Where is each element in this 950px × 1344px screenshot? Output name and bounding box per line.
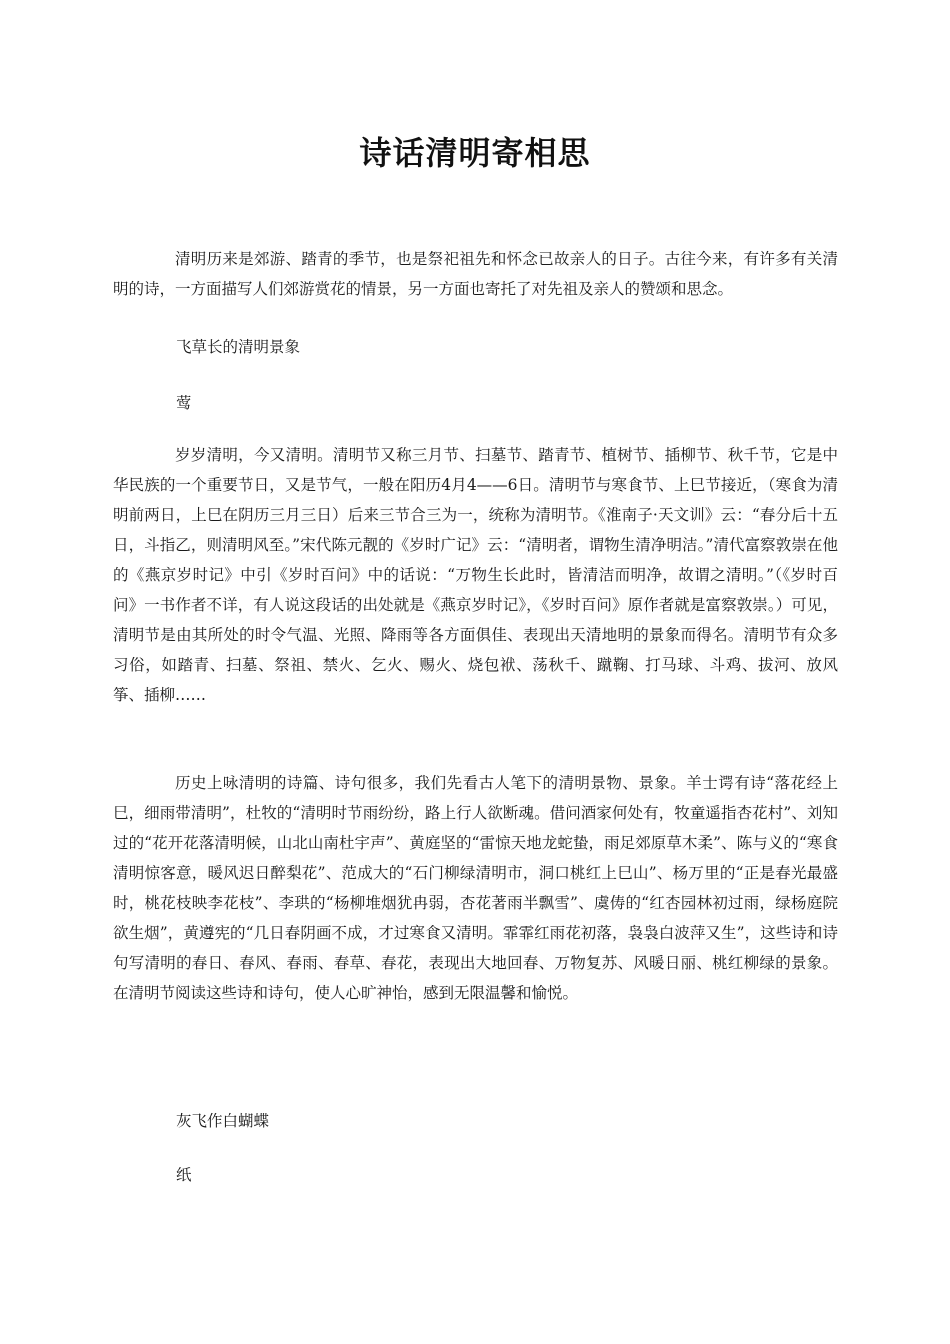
section-heading-scenery: 飞草长的清明景象 xyxy=(176,338,301,356)
page-title: 诗话清明寄相思 xyxy=(359,134,591,172)
section-heading-butterfly: 灰飞作白蝴蝶 xyxy=(176,1112,270,1130)
intro-paragraph: 清明历来是郊游、踏青的季节，也是祭祀祖先和怀念已故亲人的日子。古往今来，有许多有关清明的诗，一方面描写人们郊游赏花的情景，另一方面也寄托了对先祖及亲人的赞颂和思念。 xyxy=(113,250,838,298)
poetry-paragraph: 历史上咏清明的诗篇、诗句很多，我们先看古人笔下的清明景物、景象。羊士谔有诗“落花经上巳，细雨带清明”，杜牧的“清明时节雨纷纷，路上行人欲断魂。借问酒家何处有，牧童遥指杏花村”、刘知过的“花开花落清明候，山北山南杜宇声”、黄庭坚的“雷惊天地龙蛇蛰，雨足郊原草木柔”、陈与义的“寒食清明惊客意，暖风迟日醉梨花”、范成大的“石门柳绿清明市，洞口桃红上巳山”、杨万里的“正是春光最盛时，桃花枝映李花枝”、李珙的“杨柳堆烟犹冉弱，杏花著雨半飘雪”、虞俦的“红杏园林初过雨，绿杨庭院欲生烟”，黄遵宪的“几日春阴画不成，才过寒食又清明。霏霏红雨花初落，袅袅白波萍又生”，这些诗和诗句写清明的春日、春风、春雨、春草、春花，表现出大地回春、万物复苏、风暖日丽、桃红柳绿的景象。在清明节阅读这些诗和诗句，使人心旷神怡，感到无限温馨和愉悦。 xyxy=(113,774,838,1002)
festival-paragraph: 岁岁清明，今又清明。清明节又称三月节、扫墓节、踏青节、植树节、插柳节、秋千节，它是中华民族的一个重要节日，又是节气，一般在阳历4月4——6日。清明节与寒食节、上巳节接近，（寒食为清明前两日，上巳在阴历三月三日）后来三节合三为一，统称为清明节。《淮南子·天文训》云：“春分后十五日，斗指乙，则清明风至。”宋代陈元靓的《岁时广记》云：“清明者，谓物生清净明洁。”清代富察敦崇在他的《燕京岁时记》中引《岁时百问》中的话说：“万物生长此时，皆清洁而明净，故谓之清明。”（《岁时百问》一书作者不详，有人说这段话的出处就是《燕京岁时记》，《岁时百问》原作者就是富察敦崇。）可见，清明节是由其所处的时令气温、光照、降雨等各方面俱佳、表现出天清地明的景象而得名。清明节有众多习俗，如踏青、扫墓、祭祖、禁火、乞火、赐火、烧包袱、荡秋千、蹴鞠、打马球、斗鸡、拔河、放风筝、插柳…… xyxy=(113,446,838,704)
section-heading-paper: 纸 xyxy=(176,1166,192,1184)
section-heading-fragment: 莺 xyxy=(176,394,192,412)
